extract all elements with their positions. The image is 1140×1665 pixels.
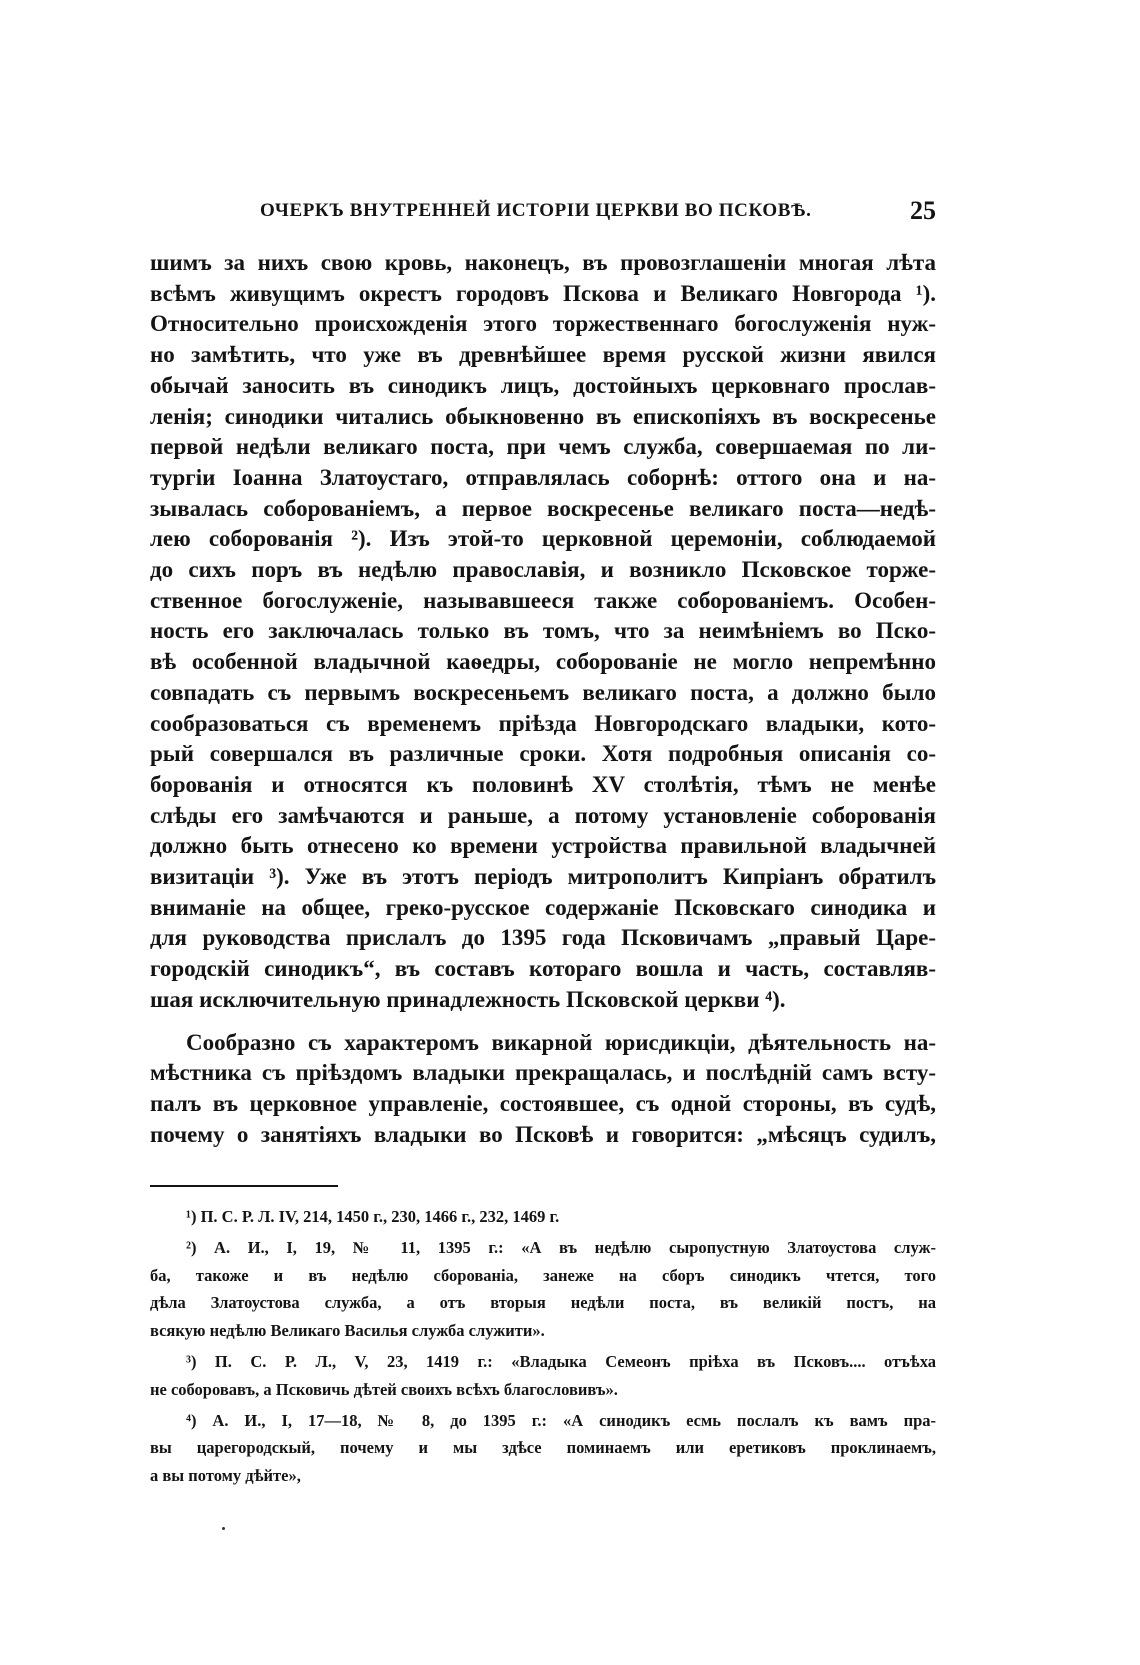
text-line: тургіи Іоанна Златоустаго, отправлялась соборнѣ: оттого она и на-: [150, 464, 936, 490]
text-line: зывалась соборованіемъ, а первое воскресенье великаго поста—недѣ-: [150, 495, 936, 521]
stray-mark: [222, 1527, 225, 1530]
footnote-line: дѣла Златоустова служба, а отъ вторыя недѣли поста, въ великій постъ, на: [150, 1293, 936, 1313]
footnote-rule: [150, 1185, 338, 1187]
text-line: ленія; синодики читались обыкновенно въ епископіяхъ въ воскресенье: [150, 403, 936, 429]
text-line: борованія и относятся къ половинѣ XV столѣтія, тѣмъ не менѣе: [150, 771, 936, 797]
footnote-2: [150, 1234, 936, 1345]
footnote-line: ⁴) А. И., I, 17—18, № 8, до 1395 г.: «А синодикъ есмь послалъ къ вамъ пра-: [186, 1410, 936, 1430]
text-line: почему о занятіяхъ владыки во Псковѣ и говорится: „мѣсяцъ судилъ,: [150, 1121, 936, 1147]
text-line: шимъ за нихъ свою кровь, наконецъ, въ провозглашеніи многая лѣта: [150, 250, 936, 275]
text-line: лею соборованія ²). Изъ этой-то церковной церемоніи, соблюдаемой: [150, 526, 936, 552]
text-line: шая исключительную принадлежность Псковской церкви ⁴).: [150, 986, 786, 1012]
text-line: совпадать съ первымъ воскресеньемъ великаго поста, а должно было: [150, 679, 936, 705]
footnote-line: ³) П. С. Р. Л., V, 23, 1419 г.: «Владыка Семеонъ пріѣха въ Псковъ.... отъѣха: [186, 1351, 936, 1371]
page-header: [150, 196, 936, 232]
footnotes: [150, 1203, 936, 1490]
text-line: ственное богослуженіе, называвшееся также соборованіемъ. Особен-: [150, 587, 936, 613]
footnote-line: ²) А. И., I, 19, № 11, 1395 г.: «А въ недѣлю сыропустную Златоустова служ-: [186, 1237, 936, 1257]
text-line: вѣ особенной владычной каѳедры, соборованіе не могло непремѣнно: [150, 649, 936, 675]
footnote-line: а вы потому дѣйте»,: [150, 1466, 301, 1486]
text-line: до сихъ поръ въ недѣлю православія, и возникло Псковское торже-: [150, 557, 936, 583]
main-text: [150, 248, 936, 1150]
text-line: первой недѣли великаго поста, при чемъ служба, совершаемая по ли-: [150, 434, 936, 460]
footnote-line: ба, такоже и въ недѣлю сборованіа, занеже на сборъ синодикъ чтется, того: [150, 1265, 936, 1285]
footnote-line: не соборовавъ, а Псковичь дѣтей своихъ всѣхъ благословивъ».: [150, 1379, 618, 1399]
text-line: городскій синодикъ“, въ составъ котораго вошла и часть, составляв-: [150, 956, 936, 982]
footnote-1: [150, 1203, 936, 1231]
text-line: рый совершался въ различные сроки. Хотя подробныя описанія со-: [150, 741, 936, 767]
paragraph-2: [150, 1028, 936, 1151]
text-line: Относительно происхожденія этого торжественнаго богослуженія нуж-: [150, 311, 936, 337]
text-line: вниманіе на общее, греко-русское содержаніе Псковскаго синодика и: [150, 894, 936, 920]
text-line: должно быть отнесено ко времени устройства правильной владычней: [150, 833, 936, 859]
text-line: для руководства прислалъ до 1395 года Псковичамъ „правый Царе-: [150, 925, 936, 951]
text-line: ность его заключалась только въ томъ, что за неимѣніемъ во Пско-: [150, 618, 936, 644]
footnote-3: [150, 1348, 936, 1404]
text-line: сообразоваться съ временемъ пріѣзда Новгородскаго владыки, кото-: [150, 710, 936, 736]
text-line: всѣмъ живущимъ окрестъ городовъ Пскова и Великаго Новгорода ¹).: [150, 280, 936, 306]
text-line: палъ въ церковное управленіе, состоявшее, съ одной стороны, въ судѣ,: [150, 1090, 936, 1116]
paragraph-gap: [150, 1016, 936, 1028]
text-line: но замѣтить, что уже въ древнѣйшее время русской жизни явился: [150, 342, 936, 368]
paragraph-1: [150, 248, 936, 1016]
running-title: ОЧЕРКЪ ВНУТРЕННЕЙ ИСТОРІИ ЦЕРКВИ ВО ПСКОВѢ.: [260, 200, 812, 221]
text-line: Сообразно съ характеромъ викарной юрисдикціи, дѣятельность на-: [186, 1029, 936, 1055]
text-line: обычай заносить въ синодикъ лицъ, достойныхъ церковнаго прослав-: [150, 372, 936, 398]
footnote-line: вы царегородскый, почему и мы здѣсе поминаемъ или еретиковъ проклинаемъ,: [150, 1438, 936, 1458]
text-line: визитаціи ³). Уже въ этотъ періодъ митрополитъ Кипріанъ обратилъ: [150, 864, 936, 890]
footnote-line: ¹) П. С. Р. Л. IV, 214, 1450 г., 230, 1466 г., 232, 1469 г.: [186, 1207, 560, 1226]
footnote-4: [150, 1407, 936, 1490]
page-number: 25: [910, 196, 936, 225]
text-line: мѣстника съ пріѣздомъ владыки прекращалась, и послѣдній самъ всту-: [150, 1060, 936, 1086]
text-line: слѣды его замѣчаются и раньше, а потому установленіе соборованія: [150, 802, 936, 828]
footnote-line: всякую недѣлю Великаго Василья служба служити».: [150, 1321, 545, 1341]
